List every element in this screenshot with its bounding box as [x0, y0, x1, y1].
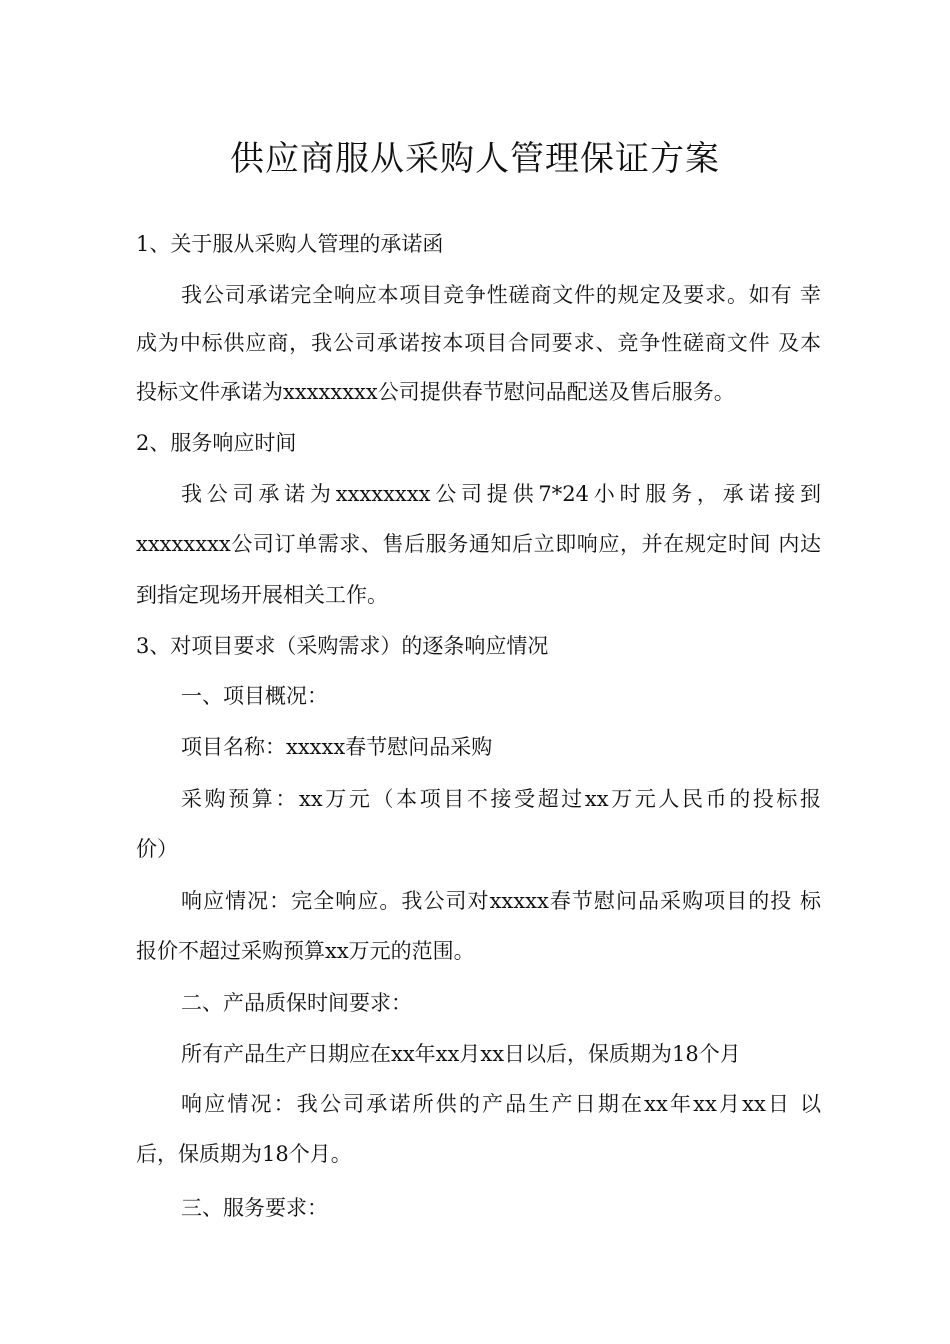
quality-response-line: 后，保质期为18个月。 [136, 1142, 352, 1166]
quality-response-line: 响应情况：我公司承诺所供的产品生产日期在xx年xx月xx日 以 [181, 1092, 821, 1116]
overview-response-line: 响应情况：完全响应。我公司对xxxxx春节慰问品采购项目的投 标 [181, 889, 821, 913]
section-1-paragraph-line: 我公司承诺完全响应本项目竞争性磋商文件的规定及要求。如有 幸 [181, 283, 821, 307]
section-3-heading: 3、对项目要求（采购需求）的逐条响应情况 [136, 634, 549, 658]
budget-line: 价） [136, 837, 178, 861]
overview-heading: 一、项目概况： [181, 684, 328, 708]
quality-heading: 二、产品质保时间要求： [181, 991, 412, 1015]
project-name-line: 项目名称：xxxxx春节慰问品采购 [181, 735, 493, 759]
overview-response-line: 报价不超过采购预算xx万元的范围。 [136, 939, 475, 963]
service-heading: 三、服务要求： [181, 1196, 328, 1220]
section-1-heading: 1、关于服从采购人管理的承诺函 [136, 232, 444, 256]
section-2-paragraph-line: 到指定现场开展相关工作。 [136, 583, 388, 607]
section-2-paragraph-line: xxxxxxxx公司订单需求、售后服务通知后立即响应，并在规定时间 内达 [136, 532, 821, 556]
document-title: 供应商服从采购人管理保证方案 [230, 139, 720, 179]
quality-requirement-line: 所有产品生产日期应在xx年xx月xx日以后，保质期为18个月 [181, 1042, 741, 1066]
section-2-paragraph-line: 我公司承诺为xxxxxxxx公司提供7*24小时服务，承诺接到 [181, 482, 821, 506]
section-1-paragraph-line: 成为中标供应商，我公司承诺按本项目合同要求、竞争性磋商文件 及本 [136, 331, 821, 355]
section-1-paragraph-line: 投标文件承诺为xxxxxxxx公司提供春节慰问品配送及售后服务。 [136, 380, 735, 404]
section-2-heading: 2、服务响应时间 [136, 431, 297, 455]
budget-line: 采购预算：xx万元（本项目不接受超过xx万元人民币的投标报 [181, 787, 821, 811]
